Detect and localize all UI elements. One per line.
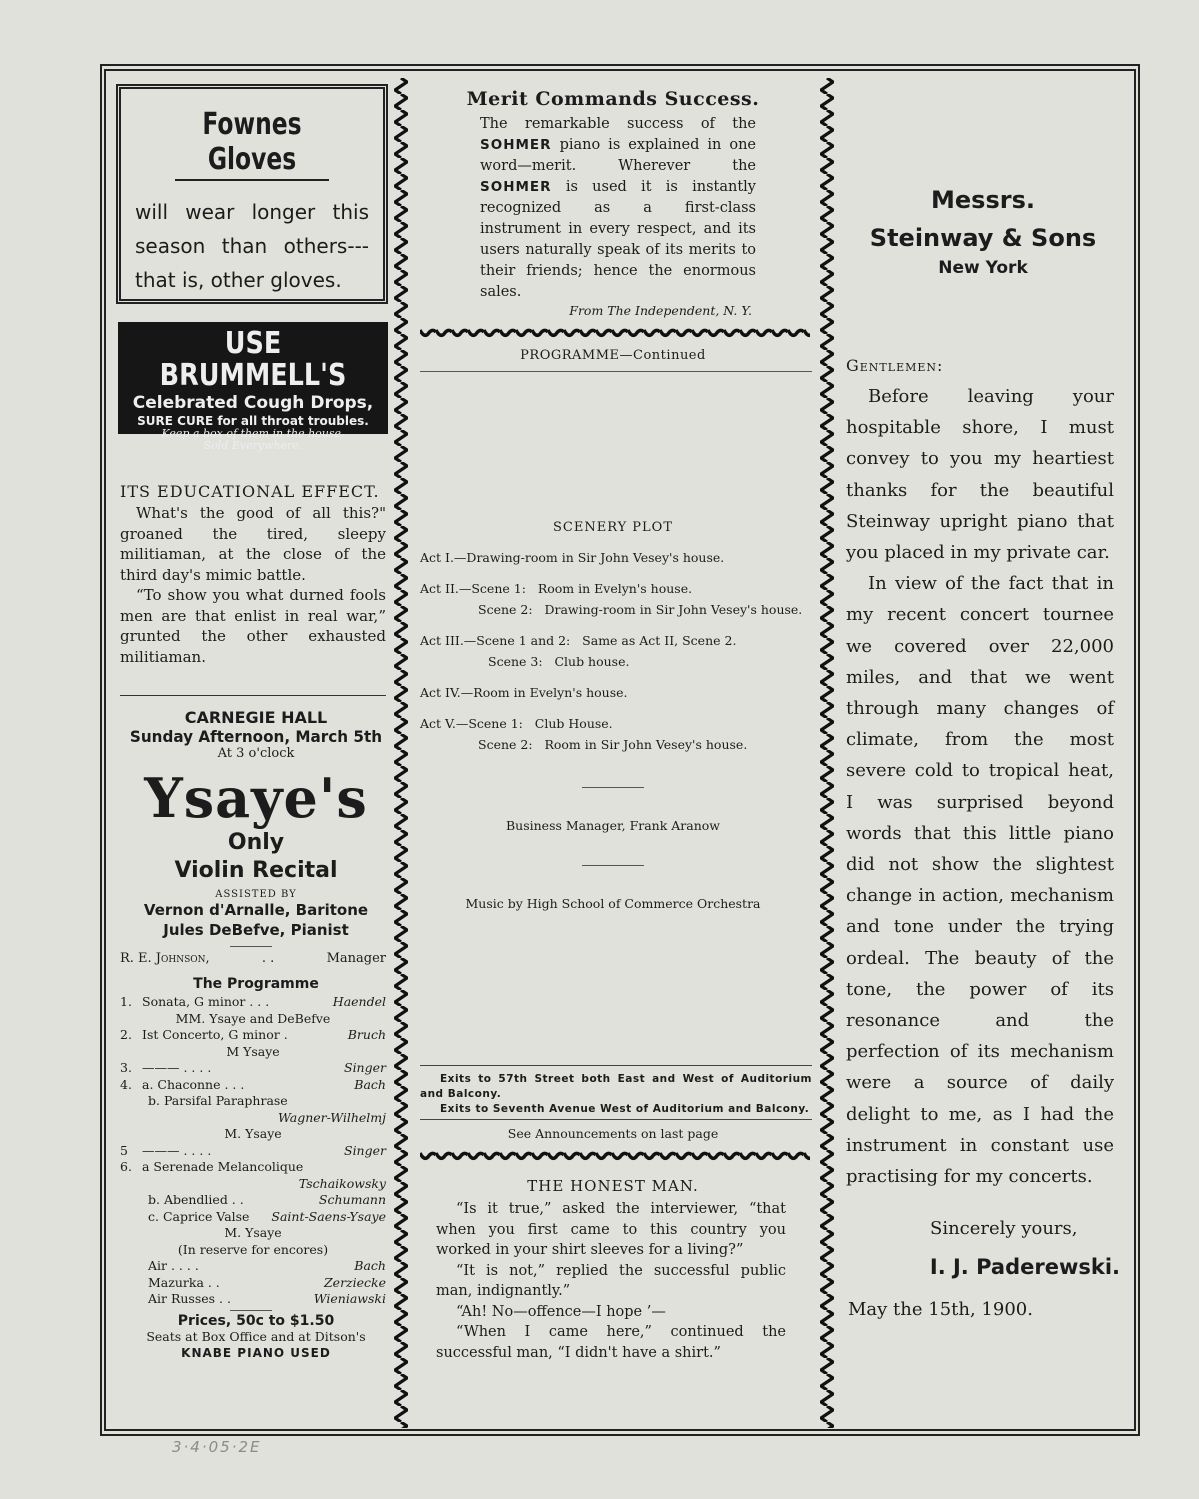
programme-item-text: Sonata, G minor . . . (142, 994, 270, 1009)
programme-item-text: ——— . . . . (142, 1142, 212, 1158)
programme-item (120, 994, 386, 1011)
honest-p2: “It is not,” replied the successful public man, indignantly.” (436, 1262, 786, 1299)
letter-date: May the 15th, 1900. (848, 1299, 1033, 1321)
exits-notice (420, 1065, 812, 1120)
short-rule (582, 787, 644, 788)
prices: Prices, 50c to $1.50 (177, 1312, 335, 1329)
programme-item: MM. Ysaye and DeBefve (175, 1010, 331, 1026)
scenery-plot (420, 547, 816, 755)
only-label: Only (227, 830, 285, 855)
brummell-line1: USE BRUMMELL'S (159, 326, 347, 393)
wave-divider (420, 326, 810, 340)
programme-item-title (120, 994, 333, 1011)
scenery-plot-title: SCENERY PLOT (552, 520, 674, 535)
steinway-messrs: Messrs. (931, 186, 1035, 214)
programme-item-text: a. Chaconne . . . (142, 1076, 245, 1092)
scenery-line: Act V.—Scene 1: Club House. (420, 716, 613, 731)
pencil-annotation: 3·4·05·2E (172, 1438, 262, 1456)
brummell-line5: Sold Everywhere. (203, 439, 303, 452)
scenery-line: Act III.—Scene 1 and 2: Same as Act II, Scene 2. (420, 633, 737, 648)
fownes-rule (175, 179, 329, 181)
short-rule (230, 946, 272, 947)
venue: CARNEGIE HALL (184, 708, 328, 727)
carnegie-hall-header (120, 708, 392, 761)
programme-item (120, 1275, 386, 1292)
scenery-line: Scene 3: Club house. (488, 654, 630, 669)
scenery-line: Act I.—Drawing-room in Sir John Vesey's house. (420, 550, 725, 565)
manager-name: R. E. Johnson, (120, 951, 210, 966)
sohmer-source: From The Independent, N. Y. (569, 303, 752, 318)
programme-item: M. Ysaye (224, 1225, 282, 1240)
programme-item-text: ——— . . . . (142, 1060, 212, 1075)
honest-p3: “Ah! No—offence—I hope ’— (456, 1303, 666, 1320)
sohmer-text-3: is used it is instantly recognized as a first-class instrument in every respect, and its users naturally speak of its merits to their friends; hence the enormous sales. (480, 179, 757, 300)
assistant-2: Jules DeBefve, Pianist (163, 921, 349, 939)
scenery-gap (420, 703, 816, 713)
programme-item-title: Mazurka . . (148, 1274, 220, 1290)
scenery-gap (420, 672, 816, 682)
letter-salutation: Gentlemen: (846, 356, 944, 375)
section-rule (120, 695, 386, 696)
programme-item-title (120, 1060, 344, 1077)
right-column (838, 72, 1128, 1320)
section-rule (420, 371, 812, 372)
letter-body (846, 381, 1114, 1192)
programme-item (120, 1077, 386, 1094)
programme-item-number: 6. (120, 1159, 132, 1174)
knabe-piano: KNABE PIANO USED (181, 1345, 331, 1360)
programme-item: (In reserve for encores) (177, 1241, 329, 1257)
scenery-line: Scene 2: Room in Sir John Vesey's house. (478, 737, 748, 752)
sohmer-brand: SOHMER (480, 137, 552, 153)
scenery-line: Act IV.—Room in Evelyn's house. (420, 685, 628, 700)
sohmer-text-1: The remarkable success of the (480, 116, 756, 132)
sohmer-title: Merit Commands Success. (466, 88, 760, 110)
programme-item (120, 1258, 386, 1275)
programme-item-title (120, 1143, 344, 1160)
programme-item: Tschaikowsky (298, 1175, 386, 1191)
programme-item (120, 1027, 386, 1044)
programme-item-title: b. Parsifal Paraphrase (148, 1093, 288, 1108)
programme-item-composer: Bach (354, 1076, 386, 1092)
programme-item (120, 1291, 386, 1308)
programme-item (120, 1093, 386, 1110)
letter-p1: Before leaving your hospitable shore, I must convey to you my heartiest thanks for the beautiful Steinway upright piano that you placed in my private car. (846, 386, 1114, 564)
scenery-line: Act II.—Scene 1: Room in Evelyn's house. (420, 581, 693, 596)
assistant-1: Vernon d'Arnalle, Baritone (143, 901, 369, 919)
left-column (110, 72, 392, 1360)
programme-title: The Programme (193, 976, 319, 992)
assisted-by: ASSISTED BY (215, 889, 297, 900)
programme-item (120, 1192, 386, 1209)
manager-label: Manager (326, 951, 386, 966)
seats-info: Seats at Box Office and at Ditson's (146, 1328, 366, 1344)
steinway-city: New York (938, 258, 1028, 278)
programme-item-composer: Schumann (318, 1192, 386, 1207)
programme-item-text: a Serenade Melancolique (142, 1159, 304, 1174)
short-rule (582, 865, 644, 866)
business-manager: Business Manager, Frank Aranow (505, 818, 721, 833)
see-announcements: See Announcements on last page (507, 1126, 719, 1141)
programme-item: M Ysaye (226, 1043, 280, 1059)
wave-divider (420, 1149, 810, 1163)
letter-p2: In view of the fact that in my recent concert tournee we covered over 22,000 miles, and that we went through many changes of climate, from the most severe cold to tropical heat, I was surprised beyond words that this little piano did not show the slightest change in action, mechanism and tone under the trying ordeal. The beauty of the tone, the power of its resonance and the perfection of its mechanism were a source of daily delight to me, as I had the instrument in constant use practising for my concerts. (846, 573, 1114, 1188)
honest-p4: “When I came here,” continued the successful man, “I didn't have a shirt.” (436, 1324, 786, 1361)
programme-item (120, 1159, 386, 1176)
honest-p1: “Is it true,” asked the interviewer, “that when you first came to this country you worked in your shirt sleeves for a living?” (436, 1201, 786, 1258)
programme-item-number: 1. (120, 994, 132, 1009)
fownes-body: will wear longer this season than others---that is, other gloves. (135, 200, 369, 292)
programme-item-composer: Bruch (347, 1027, 386, 1042)
programme-item-title: Air . . . . (148, 1258, 199, 1273)
programme-item-title (120, 1077, 354, 1094)
sohmer-text-2: piano is explained in one word—merit. Wherever the (480, 137, 757, 174)
ysaye-title: Ysaye's (144, 766, 368, 830)
programme-item-title: Air Russes . . (148, 1291, 231, 1306)
column-divider-left (394, 78, 408, 1428)
brummell-line4: Keep a box of them in the house. (161, 427, 345, 440)
scenery-gap (420, 568, 816, 578)
steinway-name: Steinway & Sons (869, 224, 1097, 252)
letter-signature: I. J. Paderewski. (929, 1255, 1120, 1280)
recital-date: Sunday Afternoon, March 5th (129, 727, 383, 746)
programme-item-number: 4. (120, 1076, 132, 1092)
programme-item-title: b. Abendlied . . (148, 1192, 244, 1207)
fownes-gloves-ad (116, 84, 388, 304)
programme-item-composer: Singer (344, 1060, 386, 1075)
programme-item-text: Ist Concerto, G minor . (142, 1027, 288, 1042)
programme-item-composer: Singer (344, 1142, 386, 1158)
honest-man-title: THE HONEST MAN. (527, 1177, 699, 1195)
column-divider-right (820, 78, 834, 1428)
programme-continued: PROGRAMME—Continued (520, 348, 706, 363)
violin-recital-label: Violin Recital (174, 858, 338, 883)
programme-item (120, 1060, 386, 1077)
programme-item-composer: Zerziecke (323, 1274, 386, 1290)
music-credit: Music by High School of Commerce Orchestra (465, 896, 761, 911)
programme-list (120, 994, 386, 1308)
short-rule (230, 1310, 272, 1311)
educational-p2: “To show you what durned fools men are that enlist in real war,” grunted the other exhausted militiaman. (120, 586, 386, 666)
middle-column (410, 72, 816, 1363)
brummell-cough-drops-ad (118, 322, 388, 452)
educational-p1: What's the good of all this?" groaned the tired, sleepy militiaman, at the close of the third day's mimic battle. (120, 504, 386, 584)
educational-effect-title: ITS EDUCATIONAL EFFECT. (120, 482, 380, 501)
manager-dots: . . (261, 951, 275, 966)
programme-item-composer: Bach (354, 1258, 386, 1273)
exits-line-2: Exits to Seventh Avenue West of Auditorium and Balcony. (440, 1103, 810, 1115)
programme-item: M. Ysaye (224, 1126, 282, 1141)
sohmer-body (480, 114, 756, 303)
programme-item-title: c. Caprice Valse (148, 1208, 250, 1224)
brummell-line3: SURE CURE for all throat troubles. (137, 414, 369, 428)
educational-effect-body (120, 503, 386, 667)
programme-item-title (120, 1027, 348, 1044)
scenery-line: Scene 2: Drawing-room in Sir John Vesey's house. (478, 602, 803, 617)
manager-row (120, 951, 386, 966)
programme-item-number: 5 (120, 1142, 128, 1158)
sohmer-brand: SOHMER (480, 179, 552, 195)
programme-item (120, 1143, 386, 1160)
recital-time: At 3 o'clock (217, 746, 295, 761)
programme-item-title (120, 1159, 386, 1176)
programme-item-composer: Haendel (332, 994, 386, 1009)
programme-item-composer: Saint-Saens-Ysaye (271, 1208, 386, 1224)
scenery-gap (420, 620, 816, 630)
exits-line-1: Exits to 57th Street both East and West of Auditorium and Balcony. (420, 1073, 812, 1100)
honest-man-body (436, 1199, 786, 1363)
fownes-title: Fownes Gloves (202, 107, 302, 177)
programme-item-number: 3. (120, 1060, 132, 1075)
brummell-line2: Celebrated Cough Drops, (132, 393, 374, 413)
programme-item (120, 1209, 386, 1226)
programme-item-number: 2. (120, 1027, 132, 1042)
programme-item: Wagner-Wilhelmj (278, 1109, 386, 1125)
programme-item-composer: Wieniawski (313, 1291, 386, 1306)
letter-closing: Sincerely yours, (930, 1218, 1078, 1240)
